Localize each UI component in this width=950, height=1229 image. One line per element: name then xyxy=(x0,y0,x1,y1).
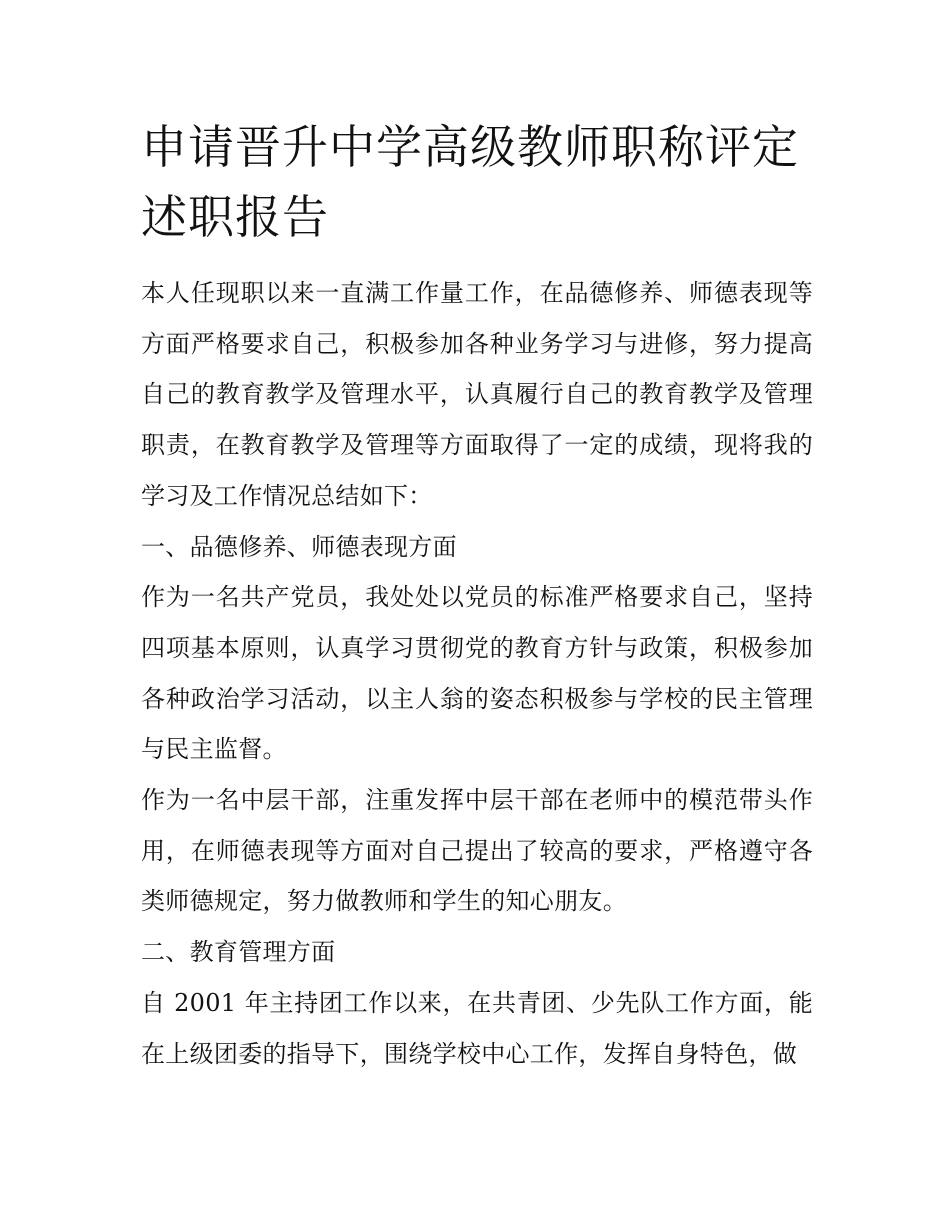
section-heading-2: 二、教育管理方面 xyxy=(141,938,336,967)
paragraph-intro: 本人任现职以来一直满工作量工作，在品德修养、师德表现等方面严格要求自己，积极参加各种业务学习与进修，努力提高自己的教育教学及管理水平，认真履行自己的教育教学及管理职责，在教育教学及管理等方面取得了一定的成绩，现将我的学习及工作情况总结如下： xyxy=(141,279,813,510)
paragraph-league-work: 自 2001 年主持团工作以来，在共青团、少先队工作方面，能在上级团委的指导下，围绕学校中心工作，发挥自身特色，做 xyxy=(141,988,813,1068)
paragraph-party-member: 作为一名共产党员，我处处以党员的标准严格要求自己，坚持四项基本原则，认真学习贯彻党的教育方针与政策，积极参加各种政治学习活动，以主人翁的姿态积极参与学校的民主管理与民主监督。 xyxy=(141,583,813,764)
document-title: 申请晋升中学高级教师职称评定述职报告 xyxy=(141,120,799,244)
section-heading-1: 一、品德修养、师德表现方面 xyxy=(141,532,457,561)
document-page xyxy=(141,112,813,1079)
paragraph-middle-cadre: 作为一名中层干部，注重发挥中层干部在老师中的模范带头作用，在师德表现等方面对自己提出了较高的要求，严格遵守各类师德规定，努力做教师和学生的知心朋友。 xyxy=(141,786,813,916)
